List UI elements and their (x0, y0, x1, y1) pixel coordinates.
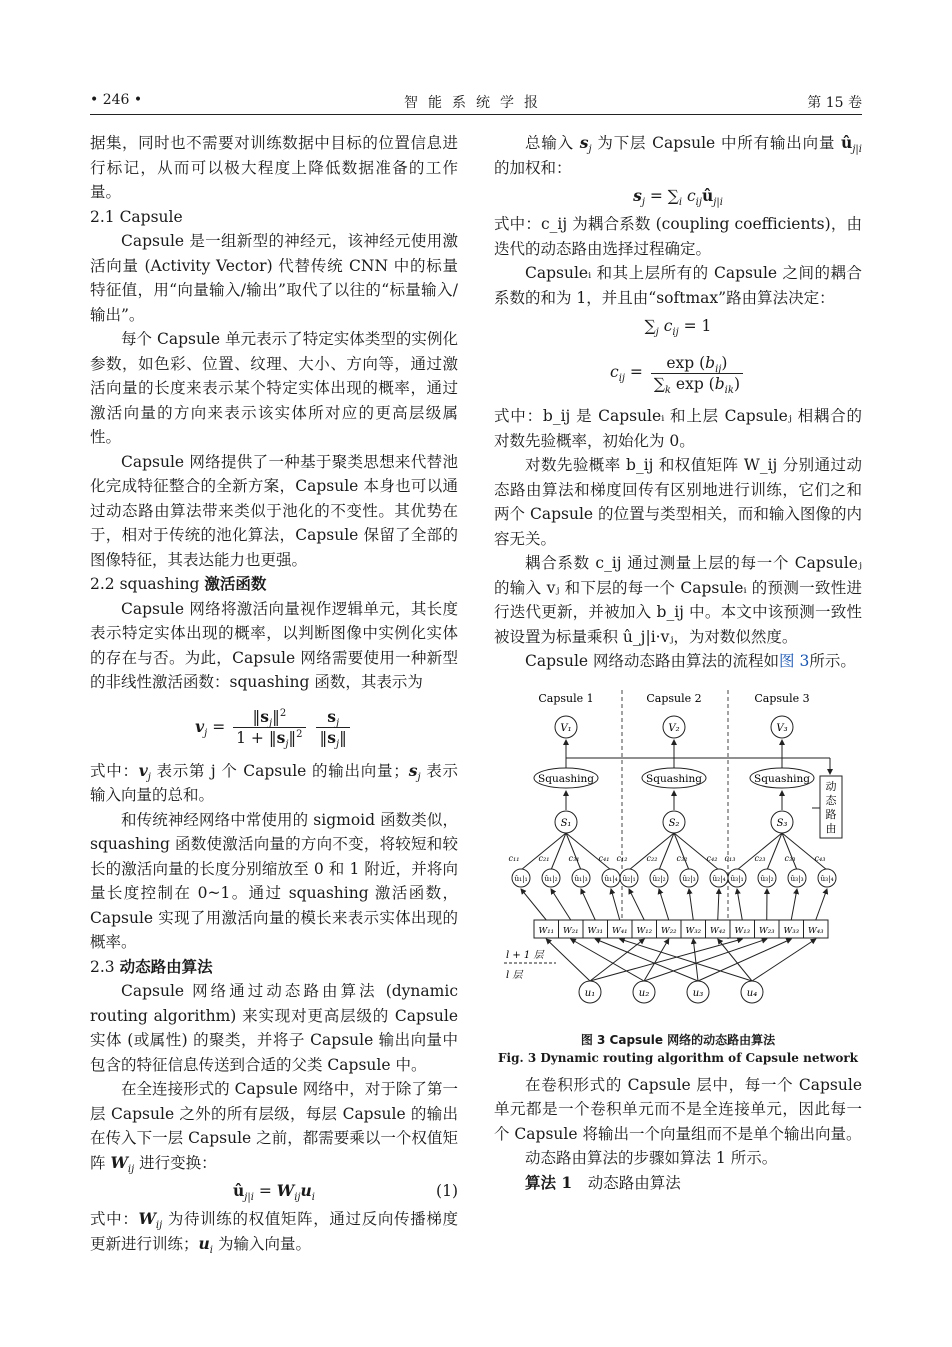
dynamic-routing-label: 态 (825, 793, 837, 807)
uhat-label: û₃|₁ (730, 873, 744, 883)
weight-label: W₂₃ (758, 925, 775, 936)
uhat-label: û₁|₄ (604, 873, 618, 883)
uhat-to-s-line (782, 833, 827, 870)
paragraph: 对数先验概率 b_ij 和权值矩阵 W_ij 分别通过动态路由算法和梯度回传有区别地进行训练，它们之和两个 Capsule 的位置与类型相关，而和输入图像的内容无关。 (494, 456, 862, 548)
u-to-w-arrow (620, 939, 752, 981)
uhat-to-s-line (674, 833, 719, 870)
section-heading-2-3: 2.3 动态路由算法 (90, 956, 213, 976)
sum-s-label: S₂ (668, 817, 680, 829)
input-u-label: u₂ (638, 987, 650, 999)
upper-layer-label: l + 1 层 (506, 949, 544, 961)
capsule-label: Capsule 2 (646, 691, 702, 705)
coupling-label: c₁₂ (616, 853, 628, 863)
coupling-label: c₄₃ (814, 853, 826, 863)
paragraph: 据集，同时也不需要对训练数据中目标的位置信息进行标记，从而可以极大程度上降低数据准备的工作量。 (90, 134, 458, 201)
uhat-label: û₃|₄ (820, 873, 834, 883)
squashing-equation: $v_j$ = $\frac{‖s_j‖^2}{1 + ‖s_j‖^2}$ $\frac{s_j}{‖s_j‖}$ (90, 697, 458, 757)
weight-label: W₁₁ (538, 925, 555, 936)
weight-label: W₁₂ (636, 925, 653, 936)
u-to-w-arrow (752, 939, 816, 981)
w-to-uhat-arrow (659, 889, 669, 920)
sum-s-label: S₃ (776, 817, 788, 829)
output-v-label: V₂ (668, 722, 680, 734)
paragraph: 总输入 $s_j$ 为下层 Capsule 中所有输出向量 $û_{j|i}$ 的加权和： (494, 133, 862, 177)
paragraph: 式中：$W_{ij}$ 为待训练的权值矩阵，通过反向传播梯度更新进行训练；$u_i$ 为输入向量。 (90, 1209, 458, 1256)
paragraph: 每个 Capsule 单元表示了特定实体类型的实例化参数，如色彩、位置、纹理、大小、方向等，通过激活向量的长度来表示某个特定实体出现的概率，通过激活向量的方向来表示该实体所对应的更高层级属性。 (90, 330, 458, 446)
dynamic-routing-label: 动 (825, 779, 837, 793)
paragraph: Capsuleᵢ 和其上层所有的 Capsule 之间的耦合系数的和为 1，并且由“softmax”路由算法决定： (494, 264, 862, 307)
w-to-uhat-arrow (611, 889, 620, 920)
coupling-label: c₃₂ (676, 853, 688, 863)
page-number: • 246 • (90, 92, 143, 108)
squashing-label: Squashing (538, 772, 594, 785)
dynamic-routing-diagram (494, 682, 862, 1027)
journal-title: 智能系统学报 (404, 95, 548, 111)
output-v-label: V₁ (560, 722, 572, 734)
input-u-label: u₄ (746, 987, 758, 999)
input-u-label: u₃ (692, 987, 704, 999)
paragraph: Capsule 网络提供了一种基于聚类思想来代替池化完成特征整合的全新方案，Capsule 本身也可以通过动态路由算法带来类似于池化的不变性。其优势在于，相对于传统的池化算法，Capsule 保留了全部的图像特征，其表达能力也更强。 (90, 452, 458, 569)
weight-label: W₄₂ (709, 925, 726, 936)
w-to-uhat-arrow (581, 889, 595, 920)
u-to-w-arrow (698, 939, 791, 981)
w-to-uhat-arrow (629, 889, 644, 920)
running-header (90, 92, 862, 115)
paragraph: 式中：c_ij 为耦合系数 (coupling coefficients)，由迭代的动态路由选择过程确定。 (494, 215, 862, 258)
weight-label: W₁₃ (734, 925, 751, 936)
paragraph: 和传统神经网络中常使用的 sigmoid 函数类似，squashing 函数使激活向量的方向不变，将较短和较长的激活向量的长度分别缩放至 0 和 1 附近，并将向量长度控制在 0~1。通过 squashing 激活函数，Capsule 实现了用激活向量的模长来表示实体出现的概率。 (90, 810, 458, 951)
figure-3-link[interactable]: 图 3 (779, 652, 810, 670)
w-to-uhat-arrow (521, 889, 546, 920)
algorithm-heading: 算法 1 动态路由算法 (525, 1172, 681, 1192)
paragraph: 式中：$v_j$ 表示第 j 个 Capsule 的输出向量；$s_j$ 表示输入向量的总和。 (90, 760, 458, 804)
u-to-w-arrow (571, 939, 644, 981)
squashing-label: Squashing (754, 772, 810, 785)
output-v-label: V₃ (776, 722, 788, 734)
uhat-label: û₁|₂ (544, 873, 558, 883)
right-column (494, 131, 862, 1195)
coupling-label: c₂₂ (646, 853, 658, 863)
paragraph: 在卷积形式的 Capsule 层中，每一个 Capsule 单元都是一个卷积单元而不是全连接单元，因此每一个 Capsule 将输出一个向量组而不是单个输出向量。 (494, 1075, 862, 1143)
lower-layer-label: l 层 (506, 969, 523, 981)
weight-label: W₄₃ (807, 925, 824, 936)
coupling-label: c₂₁ (538, 853, 550, 863)
paragraph: 耦合系数 c_ij 通过测量上层的每一个 Capsuleⱼ 的输入 vⱼ 和下层的每一个 Capsuleᵢ 的预测一致性进行迭代更新，并被加入 b_ij 中。本文中该预测一致性被设置为标量乘积 û_j|i·vⱼ，为对数似然度。 (494, 554, 862, 646)
w-to-uhat-arrow (791, 889, 797, 920)
sum-s-label: S₁ (560, 817, 572, 829)
u-to-w-arrow (590, 939, 742, 981)
paragraph: Capsule 网络通过动态路由算法 (dynamic routing algorithm) 来实现对更高层级的 Capsule 实体 (或属性) 的聚类，并将子 Capsule 输出向量中包含的特征信息传送到合适的父类 Capsule 中。 (90, 982, 458, 1074)
paragraph: Capsule 是一组新型的神经元，该神经元使用激活向量 (Activity Vector) 代替传统 CNN 中的标量特征值，用“向量输入/输出”取代了以往的“标量输入/输出”。 (90, 232, 458, 324)
weight-label: W₄₁ (611, 925, 628, 936)
u-to-w-arrow (590, 939, 644, 981)
coupling-label: c₃₃ (784, 853, 796, 863)
equation-1: $û_{j|i} = W_{ij}u_i$ (1) (90, 1177, 458, 1205)
uhat-label: û₂|₄ (712, 873, 726, 883)
paragraph: Capsule 网络将激活向量视作逻辑单元，其长度表示特定实体出现的概率，以判断图像中实例化实体的存在与否。为此，Capsule 网络需要使用一种新型的非线性激活函数：squashing 函数，其表示为 (90, 599, 458, 691)
uhat-to-s-line (521, 833, 566, 870)
uhat-label: û₂|₁ (622, 873, 636, 883)
paragraph: 动态路由算法的步骤如算法 1 所示。 (525, 1149, 778, 1167)
weight-label: W₂₂ (660, 925, 677, 936)
paragraph: 在全连接形式的 Capsule 网络中，对于除了第一层 Capsule 之外的所有层级，每层 Capsule 的输出在传入下一层 Capsule 之前，都需要乘以一个权值矩阵 $W_{ij}$ 进行变换： (90, 1080, 458, 1175)
dynamic-routing-label: 路 (825, 807, 837, 821)
uhat-label: û₁|₁ (514, 873, 528, 883)
paragraph: Capsule 网络动态路由算法的流程如图 3所示。 (525, 652, 856, 670)
uhat-to-s-line (629, 833, 674, 870)
weight-label: W₃₃ (783, 925, 800, 936)
weight-label: W₂₁ (562, 925, 579, 936)
figure-caption-cn: 图 3 Capsule 网络的动态路由算法 (580, 1032, 776, 1047)
uhat-label: û₂|₂ (652, 873, 666, 883)
paragraph: 式中：b_ij 是 Capsuleᵢ 和上层 Capsuleⱼ 相耦合的对数先验概率，初始化为 0。 (494, 407, 862, 450)
section-heading-2-2: 2.2 squashing 激活函数 (90, 574, 267, 593)
uhat-to-s-line (566, 833, 611, 870)
figure-caption-en: Fig. 3 Dynamic routing algorithm of Capsule network (498, 1050, 858, 1065)
left-column (90, 131, 458, 1256)
weight-label: W₃₂ (685, 925, 702, 936)
coupling-label: c₄₂ (706, 853, 718, 863)
coupling-label: c₃₁ (568, 853, 580, 863)
equation-number: (1) (436, 1182, 458, 1200)
u-to-w-arrow (546, 939, 590, 981)
sum-coupling-equation: $\sum_j$ $c_{ij} = 1$ (644, 317, 712, 339)
uhat-to-s-line (737, 833, 782, 870)
capsule-label: Capsule 1 (538, 691, 594, 705)
uhat-label: û₁|₃ (574, 873, 588, 883)
dynamic-routing-label: 由 (825, 821, 837, 835)
u-to-w-arrow (693, 939, 698, 981)
w-to-uhat-arrow (737, 889, 742, 920)
uhat-label: û₂|₃ (682, 873, 696, 883)
capsule-label: Capsule 3 (754, 691, 810, 705)
coupling-label: c₂₃ (754, 853, 766, 863)
coupling-label: c₄₁ (598, 853, 610, 863)
volume-label: 第 15 卷 (807, 95, 862, 111)
section-heading-2-1: 2.1 Capsule (90, 207, 183, 226)
squashing-label: Squashing (646, 772, 702, 785)
u-to-w-arrow (644, 939, 767, 981)
w-to-uhat-arrow (551, 889, 571, 920)
input-u-label: u₁ (584, 987, 596, 999)
w-to-uhat-arrow (816, 889, 827, 920)
uhat-label: û₃|₂ (760, 873, 774, 883)
w-to-uhat-arrow (718, 889, 719, 920)
coupling-label: c₁₃ (724, 853, 736, 863)
u-to-w-arrow (595, 939, 698, 981)
coupling-label: c₁₁ (508, 853, 520, 863)
uhat-label: û₃|₃ (790, 873, 804, 883)
softmax-equation: $c_{ij}$ = $\frac{\exp (b_{ij})}{\sum_k \exp (b_{ik})}$ (494, 342, 862, 402)
weighted-sum-equation: $s_j = \sum_i$ $c_{ij}û_{j|i}$ (633, 186, 723, 209)
figure-3 (494, 682, 862, 1027)
weight-label: W₃₁ (587, 925, 604, 936)
w-to-uhat-arrow (689, 889, 693, 920)
